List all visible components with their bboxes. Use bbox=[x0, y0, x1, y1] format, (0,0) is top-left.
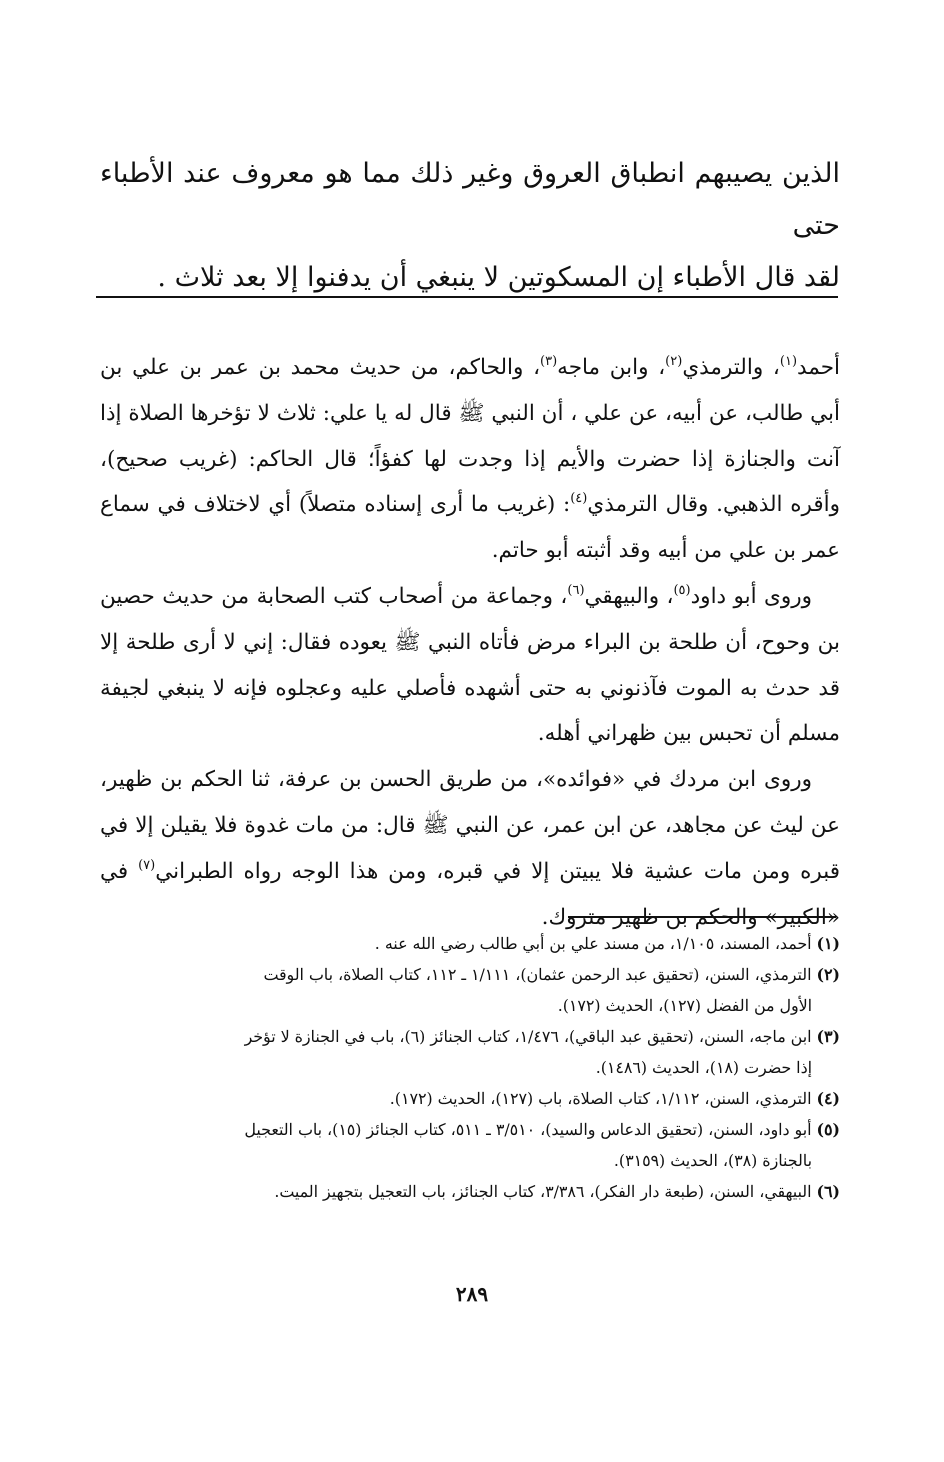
footnote-3 bbox=[100, 1021, 840, 1083]
paragraph-3 bbox=[100, 757, 840, 940]
top-line-1: الذين يصيبهم انطباق العروق وغير ذلك مما هو معروف عند الأطباء حتى bbox=[100, 158, 840, 241]
footnote-number: (٦) bbox=[816, 1182, 840, 1201]
footnote-number: (٥) bbox=[816, 1120, 840, 1139]
footnote-ref-2: (٢) bbox=[665, 354, 683, 369]
p2-part-c: ، وجماعة من أصحاب كتب الصحابة من حديث حصين بن وحوح، أن طلحة بن البراء مرض فأتاه النبي ﷺ يعوده فقال: إني لا أرى طلحة إلا قد حدث به الموت فآذنوني به حتى أشهده فأصلي عليه وعجلوه فإنه لا ينبغي لجيفة مسلم أن تحبس بين ظهراني أهله. bbox=[100, 583, 840, 747]
p1-part-e: : (غريب ما أرى إسناده متصلاً) أي لاختلاف في سماع عمر بن علي من أبيه وقد أثبته أبو حاتم. bbox=[100, 492, 840, 564]
paragraph-2 bbox=[100, 574, 840, 757]
footnote-text: الترمذي، السنن، (تحقيق عبد الرحمن عثمان)، ١/١١١ ـ ١١٢، كتاب الصلاة، باب الوقت bbox=[263, 965, 812, 984]
footnote-4 bbox=[100, 1083, 840, 1114]
p3-part-b: في «الكبير» والحكم بن ظهير متروك. bbox=[100, 858, 840, 930]
paragraph-1 bbox=[100, 345, 840, 574]
footnote-ref-3: (٣) bbox=[540, 354, 558, 369]
footnote-6 bbox=[100, 1176, 840, 1207]
footnote-text: ابن ماجه، السنن، (تحقيق عبد الباقي)، ١/٤٧٦، كتاب الجنائز (٦)، باب في الجنازة لا تؤخر bbox=[244, 1027, 812, 1046]
footnote-ref-6: (٦) bbox=[567, 582, 585, 598]
footnote-1 bbox=[100, 928, 840, 959]
footnote-ref-1: (١) bbox=[779, 354, 798, 369]
footnote-continuation: بالجنازة (٣٨)، الحديث (٣١٥٩). bbox=[613, 1151, 812, 1170]
footnote-text: أحمد، المسند، ١/١٠٥، من مسند علي بن أبي طالب رضي الله عنه . bbox=[374, 934, 812, 953]
footnote-text: الترمذي، السنن، ١/١١٢، كتاب الصلاة، باب (١٢٧)، الحديث (١٧٢). bbox=[389, 1089, 812, 1108]
footnote-number: (٤) bbox=[816, 1089, 840, 1108]
footnote-number: (١) bbox=[816, 934, 840, 953]
top-line-2: لقد قال الأطباء إن المسكوتين لا ينبغي أن يدفنوا إلا بعد ثلاث . bbox=[157, 262, 840, 293]
footnote-ref-7: (٧) bbox=[138, 857, 156, 873]
footnote-ref-5: (٥) bbox=[673, 582, 691, 598]
footnote-2 bbox=[100, 959, 840, 1021]
footnote-number: (٢) bbox=[816, 965, 840, 984]
p1-part-c: ، وابن ماجه bbox=[557, 355, 666, 380]
footnote-5 bbox=[100, 1114, 840, 1176]
top-paragraph bbox=[100, 148, 840, 304]
p3-part-a: وروى ابن مردك في «فوائده»، من طريق الحسن بن عرفة، ثنا الحكم بن ظهير، عن ليث عن مجاهد، عن ابن عمر، عن النبي ﷺ قال: من مات غدوة فلا يقيلن إلا في قبره ومن مات عشية فلا يبيتن إلا في قبره، ومن هذا الوجه رواه الطبراني bbox=[100, 767, 840, 884]
footnotes bbox=[100, 928, 840, 1207]
page-number: ٢٨٩ bbox=[455, 1282, 489, 1306]
footnotes-rule bbox=[568, 916, 836, 918]
footnote-number: (٣) bbox=[816, 1027, 840, 1046]
p1-part-a: أحمد bbox=[797, 355, 840, 380]
p1-part-b: ، والترمذي bbox=[682, 355, 780, 380]
footnote-text: البيهقي، السنن، (طبعة دار الفكر)، ٣/٣٨٦، كتاب الجنائز، باب التعجيل بتجهيز الميت. bbox=[274, 1182, 812, 1201]
p1-part-d: ، والحاكم، من حديث محمد بن عمر بن علي بن أبي طالب، عن أبيه، عن علي ، أن النبي ﷺ قال له يا علي: ثلاث لا تؤخرها الصلاة إذا آنت والجنازة إذا حضرت والأيم إذا وجدت لها كفؤاً؛ قال الحاكم: (غريب صحيح)، وأقره الذهبي. وقال الترمذي bbox=[100, 355, 840, 518]
section-divider bbox=[96, 296, 838, 298]
footnote-continuation: إذا حضرت (١٨)، الحديث (١٤٨٦). bbox=[595, 1058, 812, 1077]
main-text bbox=[100, 345, 840, 940]
footnote-continuation: الأول من الفضل (١٢٧)، الحديث (١٧٢). bbox=[557, 996, 812, 1015]
p2-part-b: ، والبيهقي bbox=[584, 583, 674, 609]
p2-part-a: وروى أبو داود bbox=[690, 583, 812, 609]
footnote-text: أبو داود، السنن، (تحقيق الدعاس والسيد)، ٣/٥١٠ ـ ٥١١، كتاب الجنائز (١٥)، باب التعجيل bbox=[244, 1120, 812, 1139]
footnote-ref-4: (٤) bbox=[570, 491, 588, 507]
